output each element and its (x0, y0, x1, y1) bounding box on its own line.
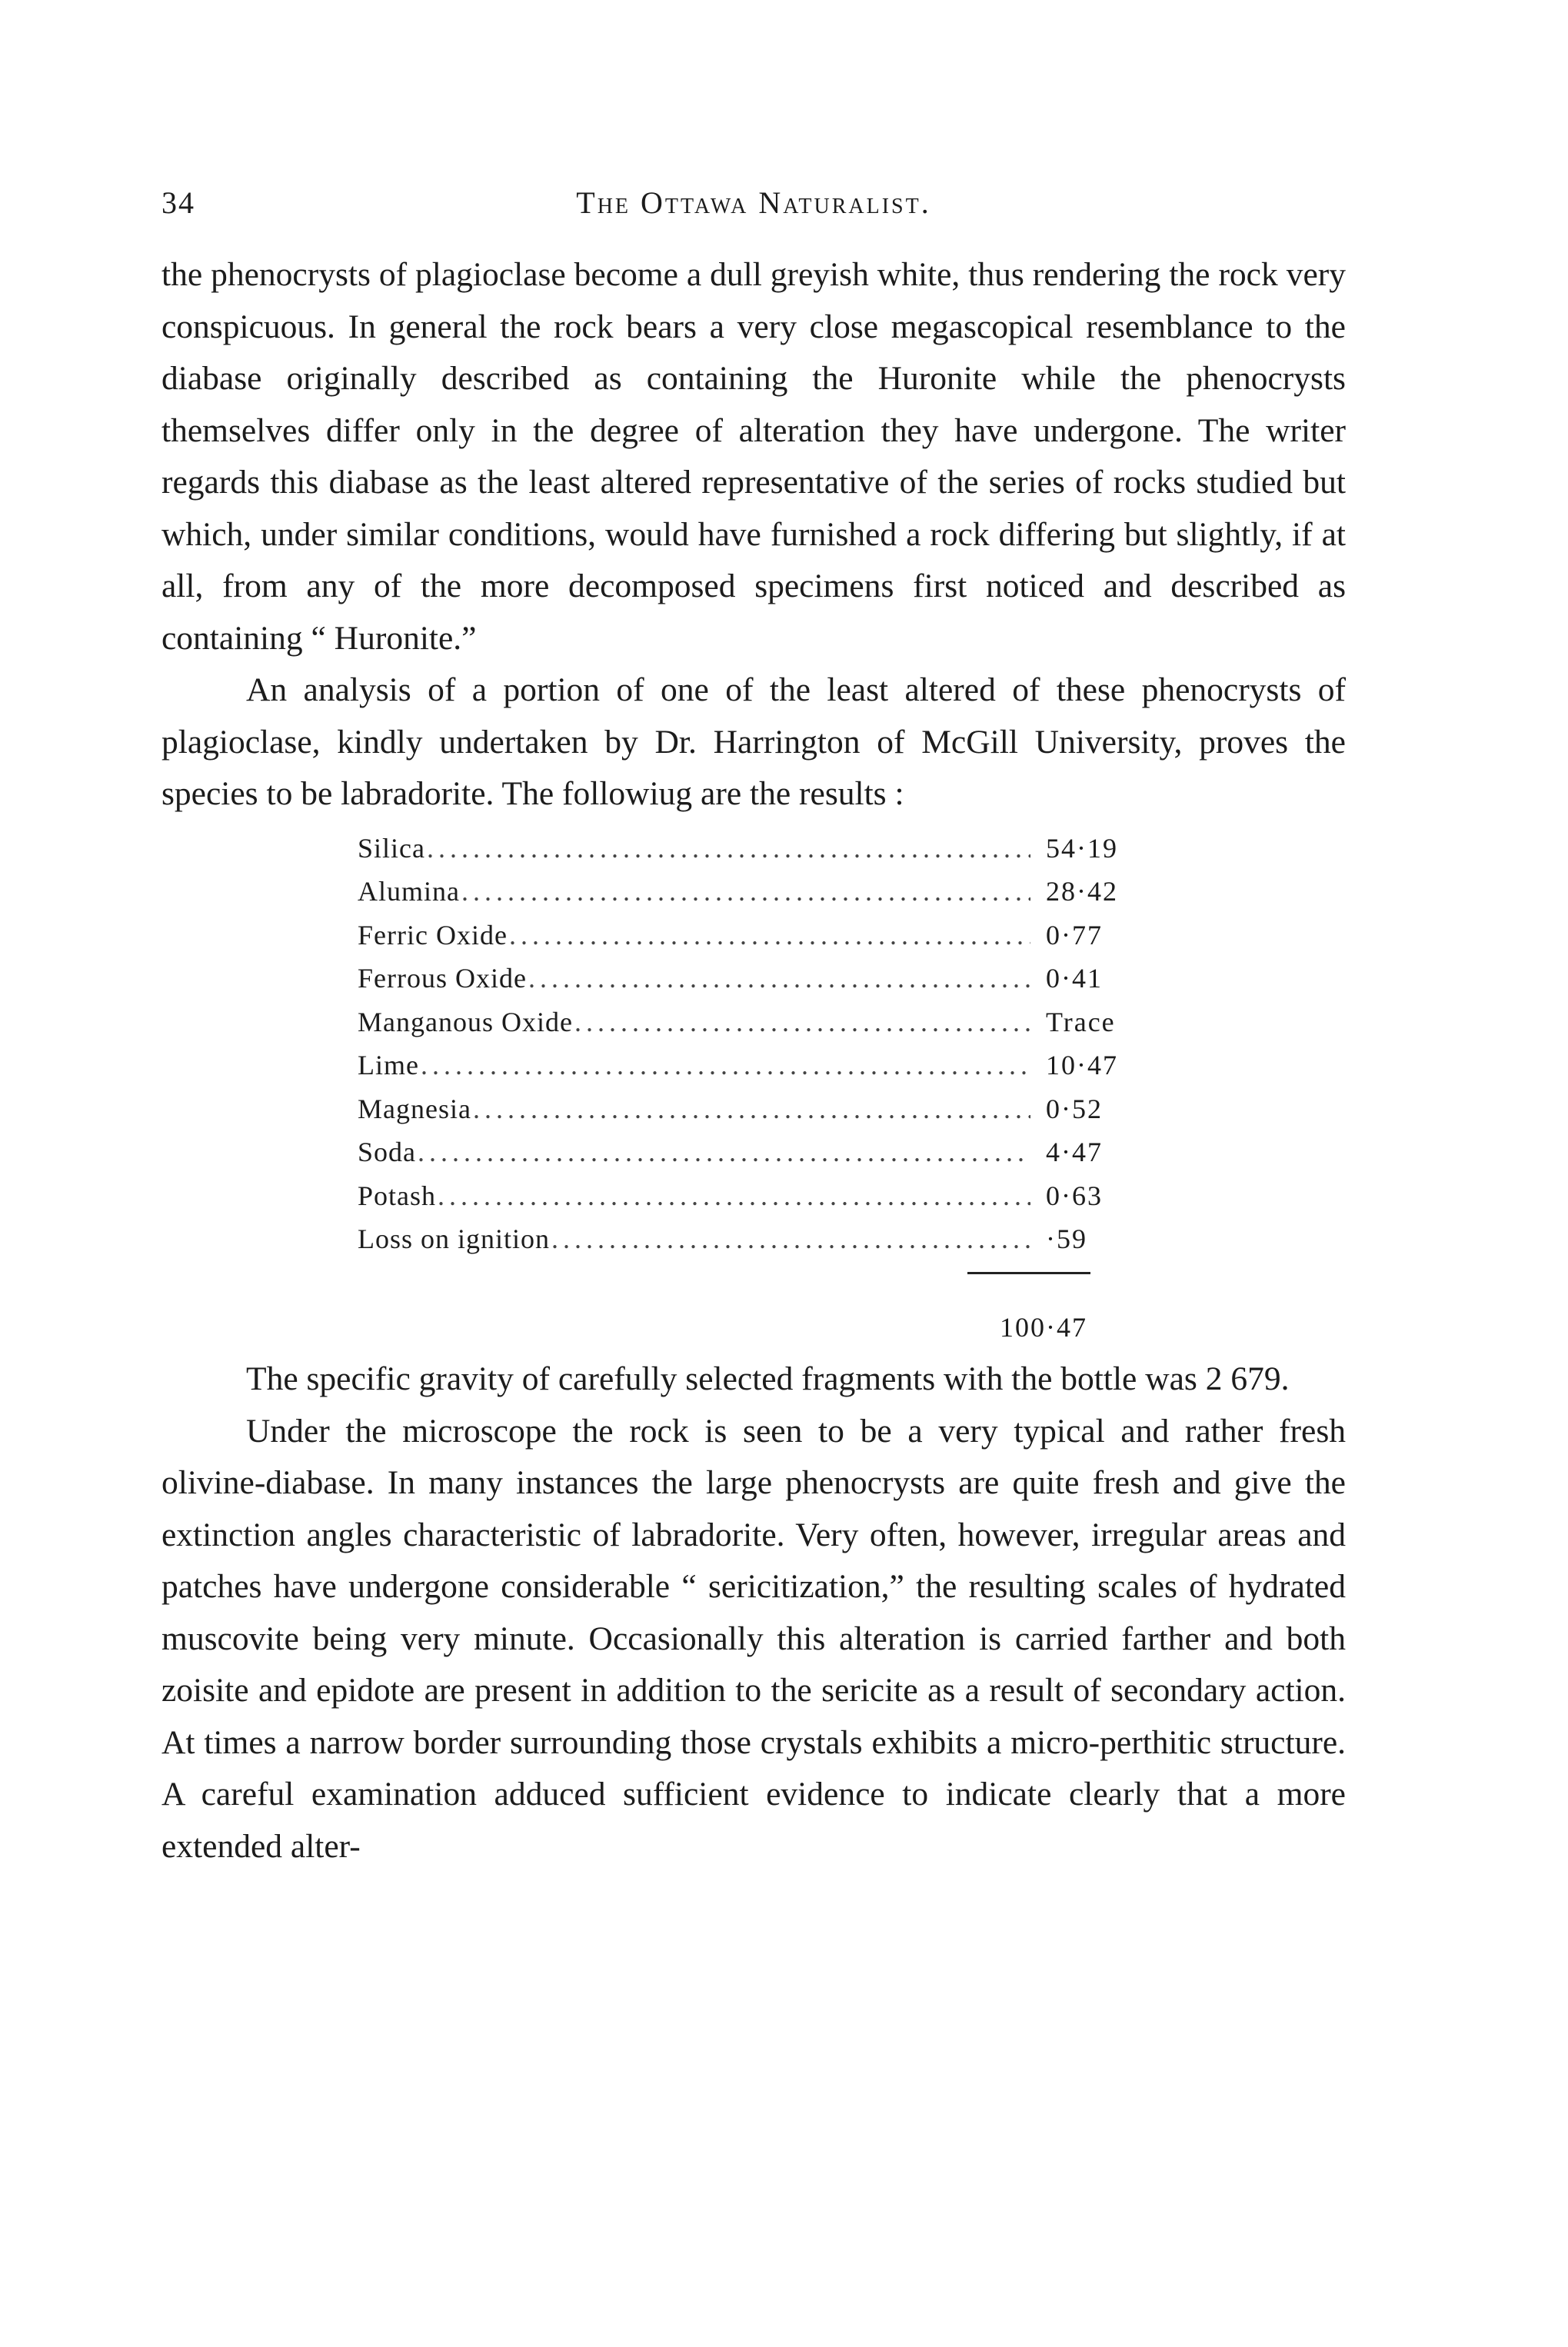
analysis-row-value: 28·42 (1046, 876, 1118, 907)
analysis-row (358, 914, 1173, 957)
analysis-row-label: Ferric Oxide (358, 919, 508, 950)
analysis-row (358, 1130, 1173, 1174)
dot-leader (550, 1217, 1030, 1261)
dot-leader (425, 827, 1030, 871)
analysis-row-label: Silica (358, 832, 425, 864)
analysis-row-value: 0·41 (1046, 963, 1103, 994)
running-head (161, 185, 1346, 231)
analysis-row-label: Lime (358, 1050, 419, 1080)
analysis-row (358, 1044, 1173, 1087)
dot-leader (573, 1000, 1030, 1044)
analysis-row-value: 0·63 (1046, 1180, 1103, 1211)
dot-leader (419, 1044, 1030, 1087)
analysis-row-label: Soda (358, 1137, 416, 1167)
article-body (161, 249, 1346, 1873)
analysis-row-label: Magnesia (358, 1093, 471, 1124)
total-rule (967, 1272, 1090, 1274)
analysis-row (358, 1087, 1173, 1131)
dot-leader (508, 914, 1030, 957)
page-number: 34 (161, 185, 195, 220)
paragraph-microscope: Under the microscope the rock is seen to be a very typical and rather fresh olivine-diabase. In many instances the large phenocrysts are quite fresh and give the extinction angles characteristic of labradorite. Very often, however, irregular areas and patches have undergone considerable “ sericitization,” the resulting scales of hydrated muscovite being very minute. Occasionally this alteration is carried farther and both zoisite and epidote are present in addition to the sericite as a result of secondary action. At times a narrow border surrounding those crystals exhibits a micro-perthitic structure. A careful examination adduced sufficient evidence to indicate clearly that a more extended alter- (161, 1412, 1346, 1865)
analysis-row-value: Trace (1046, 1006, 1116, 1037)
dot-leader (471, 1087, 1030, 1131)
dot-leader (436, 1174, 1030, 1218)
analysis-row (358, 827, 1173, 871)
paragraph-specific-gravity: The specific gravity of carefully selected fragments with the bottle was 2 679. (246, 1360, 1290, 1397)
analysis-row (358, 1174, 1173, 1218)
analysis-row-value: 4·47 (1046, 1137, 1103, 1167)
analysis-row-value: ·59 (1046, 1223, 1087, 1254)
analysis-row-label: Alumina (358, 876, 460, 907)
page (161, 185, 1346, 1873)
analysis-table (358, 827, 1173, 1261)
analysis-row (358, 1217, 1173, 1261)
analysis-row (358, 957, 1173, 1000)
analysis-row-label: Potash (358, 1180, 437, 1211)
paragraph-continuation: the phenocrysts of plagioclase become a dull greyish white, thus rendering the rock very conspicuous. In general the rock bears a very close megascopical resemblance to the diabase originally described as containing the Huronite while the phenocrysts themselves differ only in the degree of alteration they have undergone. The writer regards this diabase as the least altered representative of the series of rocks studied but which, under similar conditions, would have furnished a rock differing but slightly, if at all, from any of the more decomposed specimens first noticed and described as containing “ Huronite.” (161, 256, 1346, 657)
analysis-total: 100·47 (1000, 1311, 1087, 1343)
analysis-row-value: 0·77 (1046, 919, 1103, 950)
analysis-row (358, 1000, 1173, 1044)
analysis-row-value: 10·47 (1046, 1050, 1118, 1080)
analysis-row (358, 870, 1173, 914)
dot-leader (527, 957, 1030, 1000)
analysis-row-value: 54·19 (1046, 832, 1118, 864)
analysis-row-label: Ferrous Oxide (358, 963, 527, 994)
analysis-row-label: Manganous Oxide (358, 1006, 573, 1037)
analysis-row-value: 0·52 (1046, 1093, 1103, 1124)
dot-leader (460, 870, 1030, 914)
analysis-row-label: Loss on ignition (358, 1223, 551, 1254)
dot-leader (416, 1130, 1030, 1174)
journal-title: The Ottawa Naturalist. (576, 185, 931, 220)
paragraph-analysis-intro: An analysis of a portion of one of the least altered of these phenocrysts of plagioclase, kindly undertaken by Dr. Harrington of McGill University, proves the species to be labradorite. The followiug are the results : (161, 671, 1346, 812)
